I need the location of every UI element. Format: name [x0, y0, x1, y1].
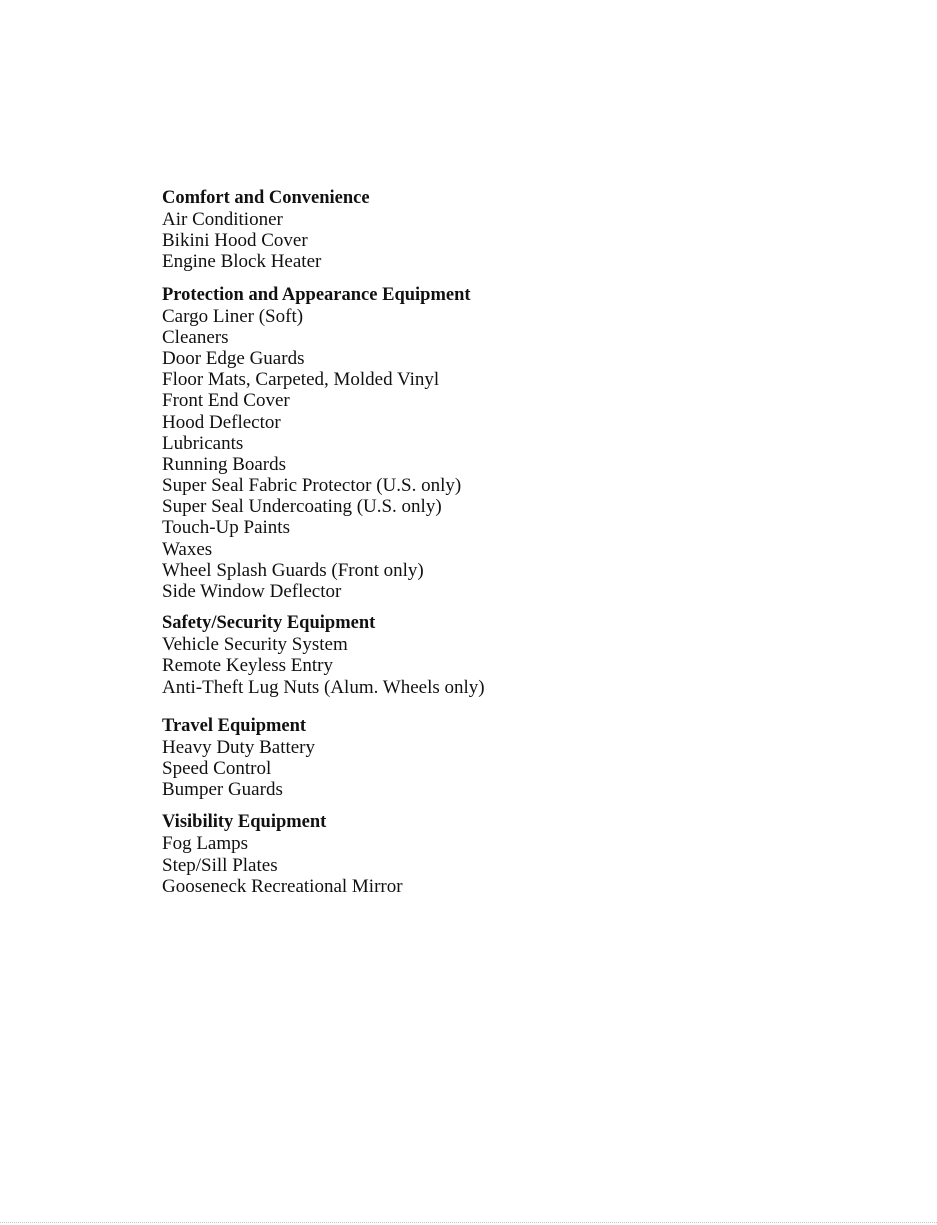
list-item: Cleaners	[162, 326, 229, 348]
list-item: Engine Block Heater	[162, 251, 322, 273]
item-list	[162, 737, 862, 801]
list-item: Floor Mats, Carpeted, Molded Vinyl	[162, 369, 440, 391]
accessory-list-page	[162, 187, 862, 897]
list-item: Hood Deflector	[162, 411, 281, 433]
list-item: Heavy Duty Battery	[162, 736, 316, 758]
list-item: Step/Sill Plates	[162, 854, 278, 876]
list-item: Door Edge Guards	[162, 347, 305, 369]
section-heading: Travel Equipment	[162, 715, 307, 736]
section-protection-and-appearance	[162, 284, 862, 603]
list-item: Cargo Liner (Soft)	[162, 305, 304, 327]
list-item: Side Window Deflector	[162, 581, 342, 602]
section-comfort-and-convenience	[162, 187, 862, 273]
list-item: Fog Lamps	[162, 833, 249, 855]
page-bottom-border	[0, 1222, 937, 1223]
section-safety-security	[162, 612, 862, 698]
list-item: Wheel Splash Guards (Front only)	[162, 559, 424, 581]
list-item: Touch-Up Paints	[162, 517, 290, 539]
item-list	[162, 209, 862, 273]
list-item: Bumper Guards	[162, 779, 283, 801]
list-item: Remote Keyless Entry	[162, 655, 333, 677]
list-item: Bikini Hood Cover	[162, 230, 308, 252]
section-heading: Visibility Equipment	[162, 812, 327, 833]
item-list	[162, 634, 862, 698]
section-heading: Comfort and Convenience	[162, 188, 370, 208]
list-item: Front End Cover	[162, 390, 290, 412]
list-item: Speed Control	[162, 757, 272, 779]
item-list	[162, 306, 862, 603]
section-travel-equipment	[162, 715, 862, 801]
list-item: Super Seal Undercoating (U.S. only)	[162, 496, 442, 518]
list-item: Air Conditioner	[162, 209, 283, 230]
section-heading: Safety/Security Equipment	[162, 613, 376, 634]
list-item: Lubricants	[162, 432, 244, 454]
section-visibility-equipment	[162, 811, 862, 897]
list-item: Anti-Theft Lug Nuts (Alum. Wheels only)	[162, 676, 485, 698]
list-item: Super Seal Fabric Protector (U.S. only)	[162, 475, 462, 497]
list-item: Vehicle Security System	[162, 634, 348, 656]
item-list	[162, 833, 862, 897]
section-heading: Protection and Appearance Equipment	[162, 284, 471, 305]
list-item: Waxes	[162, 538, 213, 560]
list-item: Gooseneck Recreational Mirror	[162, 875, 403, 897]
list-item: Running Boards	[162, 453, 287, 475]
